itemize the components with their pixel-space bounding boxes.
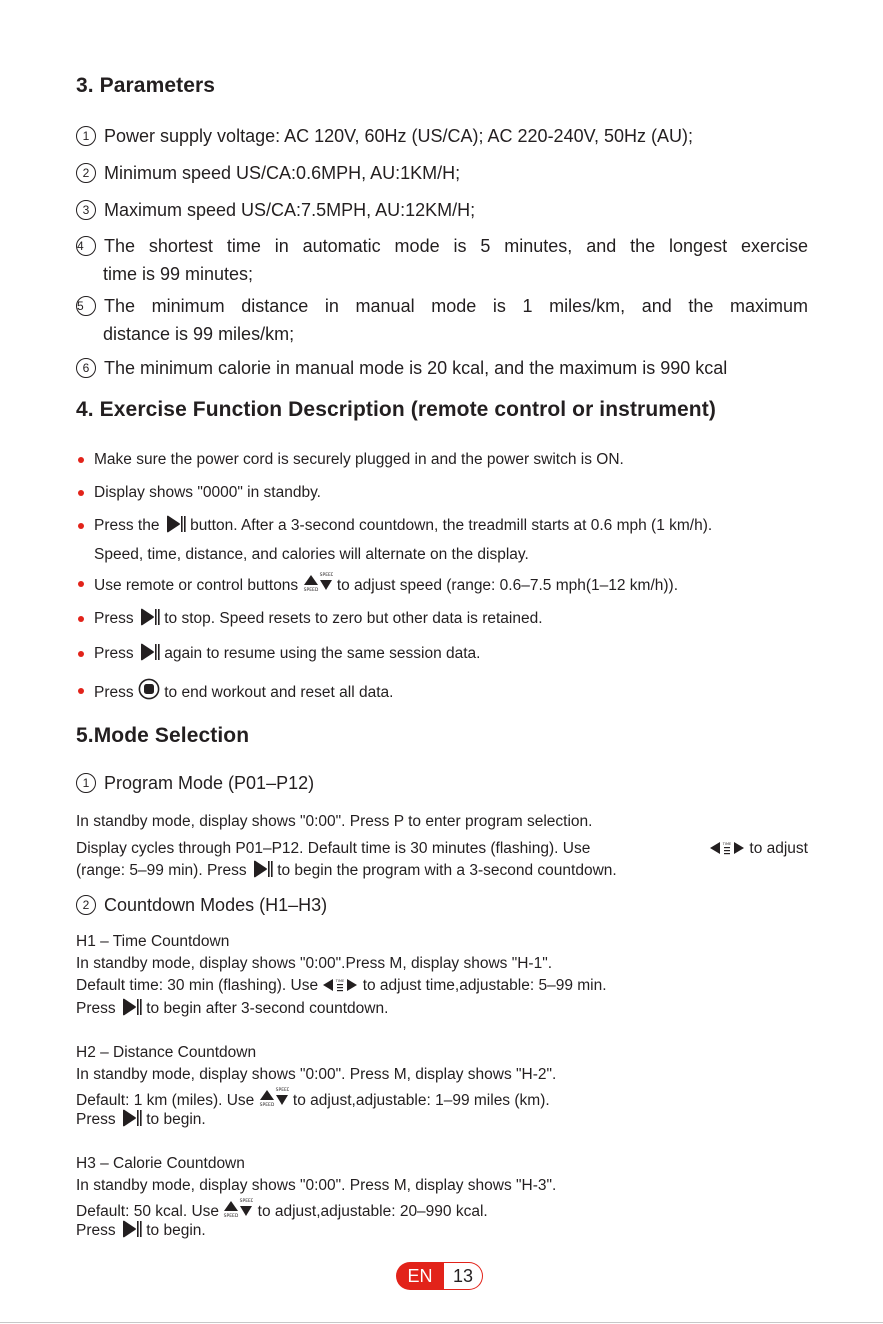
text-fragment: Press xyxy=(76,1222,116,1239)
play-pause-icon xyxy=(120,998,142,1023)
speed-label: SPEED xyxy=(275,1088,289,1093)
param-item-2 xyxy=(76,159,808,187)
number-badge: 6 xyxy=(76,358,96,378)
bullet-dot xyxy=(78,688,84,694)
bullet-text xyxy=(78,678,808,709)
section-5-heading: 5.Mode Selection xyxy=(76,724,250,747)
text-fragment: to adjust speed (range: 0.6–7.5 mph(1–12 km/h)). xyxy=(336,577,679,594)
bullet-text xyxy=(78,571,808,602)
speed-label: SPEED xyxy=(239,1199,254,1204)
page-footer xyxy=(396,1262,484,1290)
bullet-dot xyxy=(78,616,84,622)
number-badge: 2 xyxy=(76,163,96,183)
text-fragment: to end workout and reset all data. xyxy=(164,684,394,701)
param-text: Minimum speed US/CA:0.6MPH, AU:1KM/H; xyxy=(104,163,461,183)
bullet-dot xyxy=(78,581,84,587)
text-fragment: Default: 50 kcal. Use xyxy=(76,1203,220,1220)
play-pause-icon xyxy=(251,860,273,885)
bullet-item xyxy=(78,447,808,473)
text-fragment: to begin the program with a 3-second countdown. xyxy=(277,862,617,879)
param-item-1 xyxy=(76,122,808,150)
text-fragment: Speed, time, distance, and calories will alternate on the display. xyxy=(94,546,529,563)
bullet-text: Display shows "0000" in standby. xyxy=(94,484,321,501)
bullet-item xyxy=(78,606,808,635)
h1-line-2 xyxy=(76,975,808,1000)
play-pause-icon xyxy=(138,643,160,670)
bullet-text xyxy=(78,641,808,670)
text-fragment: Press xyxy=(76,1000,116,1017)
text-fragment: to adjust xyxy=(749,840,808,857)
h1-title: H1 – Time Countdown xyxy=(76,933,230,950)
param-item-5 xyxy=(76,292,808,348)
bullet-item xyxy=(78,678,808,709)
bullet-text xyxy=(78,606,808,635)
section-3-heading: 3. Parameters xyxy=(76,74,216,97)
number-badge: 5 xyxy=(76,296,96,316)
section-4-heading: 4. Exercise Function Description (remote control or instrument) xyxy=(76,398,716,421)
text-fragment: to adjust,adjustable: 20–990 kcal. xyxy=(257,1203,488,1220)
speed-up-down-icon xyxy=(303,571,333,602)
bullet-dot xyxy=(78,490,84,496)
text-fragment: Press xyxy=(94,645,134,662)
subheading-text: Countdown Modes (H1–H3) xyxy=(104,895,328,915)
param-item-6 xyxy=(76,354,808,382)
param-text: The shortest time in automatic mode is 5 minutes, and the longest exercise xyxy=(104,236,808,256)
h3-line-1: In standby mode, display shows "0:00". Press M, display shows "H-3". xyxy=(76,1177,557,1194)
program-mode-title xyxy=(76,773,314,794)
text-fragment: Press xyxy=(76,1111,116,1128)
bullet-text: Make sure the power cord is securely plugged in and the power switch is ON. xyxy=(94,451,624,468)
page-number: 13 xyxy=(444,1262,483,1290)
number-badge: 4 xyxy=(76,236,96,256)
text-fragment: to adjust,adjustable: 1–99 miles (km). xyxy=(292,1092,550,1109)
play-pause-icon xyxy=(138,608,160,635)
param-text-continued: distance is 99 miles/km; xyxy=(103,324,295,344)
program-mode-line-1: In standby mode, display shows "0:00". Press P to enter program selection. xyxy=(76,813,593,830)
play-pause-icon xyxy=(120,1109,142,1134)
play-pause-icon xyxy=(120,1220,142,1245)
number-badge: 1 xyxy=(76,126,96,146)
bullet-dot xyxy=(78,457,84,463)
subheading-text: Program Mode (P01–P12) xyxy=(104,773,315,793)
time-label: TIME xyxy=(722,842,732,846)
text-fragment: to stop. Speed resets to zero but other data is retained. xyxy=(164,610,543,627)
text-fragment: button. After a 3-second countdown, the treadmill starts at 0.6 mph (1 km/h). xyxy=(190,517,713,534)
bullet-dot xyxy=(78,523,84,529)
h2-line-1: In standby mode, display shows "0:00". Press M, display shows "H-2". xyxy=(76,1066,557,1083)
number-badge: 1 xyxy=(76,773,96,793)
text-fragment: Press xyxy=(94,610,134,627)
stop-icon xyxy=(138,678,160,709)
h3-line-3 xyxy=(76,1220,808,1245)
h3-title: H3 – Calorie Countdown xyxy=(76,1155,245,1172)
bullet-text xyxy=(78,513,808,568)
param-item-4 xyxy=(76,232,808,288)
speed-label: SPEED xyxy=(319,573,333,578)
bullet-item xyxy=(78,513,808,568)
h1-line-3 xyxy=(76,998,808,1023)
text-fragment: Press xyxy=(94,684,134,701)
text-fragment: to begin after 3-second countdown. xyxy=(146,1000,389,1017)
speed-label: SPEED xyxy=(259,1103,274,1108)
number-badge: 2 xyxy=(76,895,96,915)
text-fragment: again to resume using the same session data. xyxy=(164,645,481,662)
text-fragment: Display cycles through P01–P12. Default time is 30 minutes (flashing). Use xyxy=(76,840,591,857)
countdown-modes-title xyxy=(76,895,327,916)
text-fragment: (range: 5–99 min). Press xyxy=(76,862,247,879)
h2-title: H2 – Distance Countdown xyxy=(76,1044,257,1061)
param-text: The minimum distance in manual mode is 1 miles/km, and the maximum xyxy=(104,296,808,316)
bullet-item xyxy=(78,641,808,670)
language-badge: EN xyxy=(396,1262,444,1290)
text-fragment: Default: 1 km (miles). Use xyxy=(76,1092,255,1109)
h1-line-1: In standby mode, display shows "0:00".Press M, display shows "H-1". xyxy=(76,955,553,972)
param-item-3 xyxy=(76,196,808,224)
param-text: The minimum calorie in manual mode is 20 kcal, and the maximum is 990 kcal xyxy=(104,358,728,378)
text-fragment: Press the xyxy=(94,517,160,534)
param-text-continued: time is 99 minutes; xyxy=(103,264,254,284)
bullet-item xyxy=(78,480,808,506)
speed-label: SPEED xyxy=(303,588,318,593)
time-label: TIME xyxy=(336,979,345,983)
time-left-right-icon xyxy=(322,977,358,1000)
text-fragment: to begin. xyxy=(146,1111,206,1128)
play-pause-icon xyxy=(164,515,186,542)
text-fragment: Default time: 30 min (flashing). Use xyxy=(76,977,319,994)
text-fragment: to begin. xyxy=(146,1222,206,1239)
bottom-divider xyxy=(0,1322,883,1323)
bullet-item xyxy=(78,571,808,602)
program-mode-line-3 xyxy=(76,860,808,885)
param-text: Power supply voltage: AC 120V, 60Hz (US/CA); AC 220-240V, 50Hz (AU); xyxy=(104,126,693,146)
number-badge: 3 xyxy=(76,200,96,220)
speed-label: SPEED xyxy=(223,1214,239,1219)
text-fragment: to adjust time,adjustable: 5–99 min. xyxy=(362,977,607,994)
bullet-dot xyxy=(78,651,84,657)
text-fragment: Use remote or control buttons xyxy=(94,577,299,594)
h2-line-3 xyxy=(76,1109,808,1134)
param-text: Maximum speed US/CA:7.5MPH, AU:12KM/H; xyxy=(104,200,476,220)
